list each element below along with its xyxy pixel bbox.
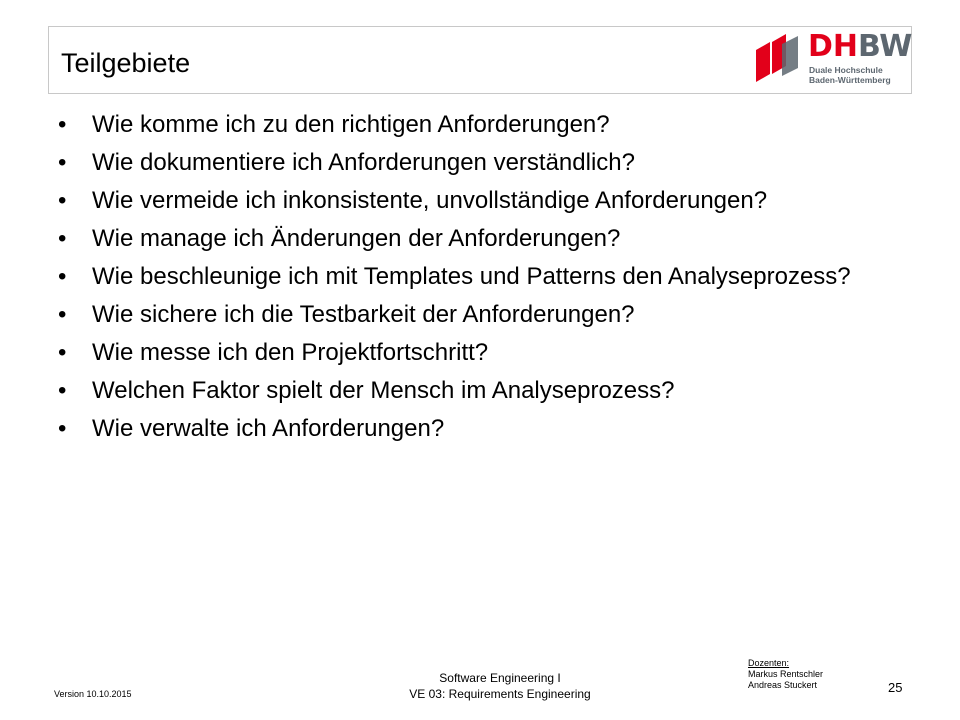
bullet-item	[58, 416, 878, 442]
bullet-dot: •	[58, 111, 67, 138]
footer-version: Version 10.10.2015	[54, 689, 132, 699]
bullet-list	[58, 112, 878, 454]
bullet-text: Wie komme ich zu den richtigen Anforderungen?	[92, 111, 610, 138]
dhbw-logo-subtitle	[809, 65, 891, 85]
footer-dozenten	[748, 658, 823, 691]
logo-word-red: DH	[808, 29, 859, 64]
bullet-text: Wie verwalte ich Anforderungen?	[92, 415, 445, 442]
bullet-dot: •	[58, 225, 67, 252]
dozent-2: Andreas Stuckert	[748, 680, 818, 690]
footer-course	[360, 670, 640, 702]
bullet-text: Wie vermeide ich inkonsistente, unvollständige Anforderungen?	[92, 187, 768, 214]
bullet-item	[58, 188, 878, 214]
bullet-item	[58, 112, 878, 138]
logo-line1: Duale Hochschule	[809, 65, 883, 75]
bullet-dot: •	[58, 339, 67, 366]
bullet-dot: •	[58, 301, 67, 328]
bullet-text: Wie beschleunige ich mit Templates und Patterns den Analyseprozess?	[92, 263, 851, 290]
page-number: 25	[888, 680, 903, 695]
bullet-text: Wie manage ich Änderungen der Anforderungen?	[92, 225, 621, 252]
bullet-dot: •	[58, 263, 67, 290]
dhbw-logo	[752, 29, 913, 86]
slide-title: Teilgebiete	[61, 48, 191, 78]
footer-course-line1: Software Engineering I	[439, 671, 561, 685]
bullet-item	[58, 150, 878, 176]
bullet-item	[58, 264, 878, 290]
bullet-dot: •	[58, 187, 67, 214]
dhbw-logo-mark-icon	[752, 30, 804, 86]
footer-course-line2: VE 03: Requirements Engineering	[409, 687, 591, 701]
dozenten-label: Dozenten:	[748, 658, 790, 668]
bullet-item	[58, 226, 878, 252]
bullet-dot: •	[58, 377, 67, 404]
bullet-text: Wie messe ich den Projektfortschritt?	[92, 339, 489, 366]
logo-word-dark: BW	[858, 29, 913, 64]
logo-line2: Baden-Württemberg	[809, 75, 891, 85]
dozent-1: Markus Rentschler	[748, 669, 824, 679]
bullet-dot: •	[58, 415, 67, 442]
bullet-item	[58, 340, 878, 366]
bullet-item	[58, 378, 878, 404]
bullet-text: Welchen Faktor spielt der Mensch im Analyseprozess?	[92, 377, 675, 404]
bullet-text: Wie sichere ich die Testbarkeit der Anforderungen?	[92, 301, 635, 328]
bullet-text: Wie dokumentiere ich Anforderungen verständlich?	[92, 149, 635, 176]
bullet-item	[58, 302, 878, 328]
bullet-dot: •	[58, 149, 67, 176]
dhbw-logo-wordmark	[808, 30, 912, 64]
